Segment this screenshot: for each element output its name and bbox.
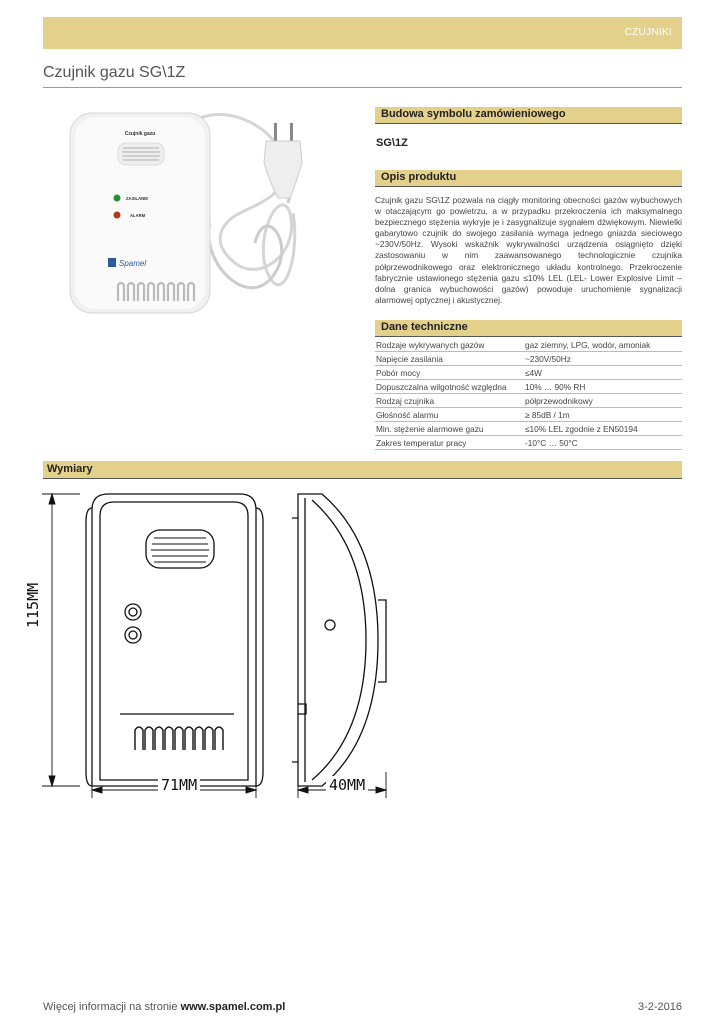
spec-label: Napięcie zasilania: [375, 352, 524, 366]
table-row: [375, 394, 682, 408]
table-row: [375, 366, 682, 380]
depth-label: 40MM: [326, 776, 368, 794]
brand-logo-mark: [108, 258, 116, 267]
spec-value: gaz ziemny, LPG, wodór, amoniak: [524, 338, 682, 352]
alarm-led: [114, 212, 121, 219]
footer-text: Więcej informacji na stronie: [43, 1001, 181, 1013]
description-heading: Opis produktu: [381, 171, 457, 183]
table-row: [375, 352, 682, 366]
table-row: [375, 408, 682, 422]
spec-label: Dopuszczalna wilgotność względna: [375, 380, 524, 394]
spec-value: półprzewodnikowy: [524, 394, 682, 408]
brand-logo: Spamel: [119, 259, 147, 268]
power-led: [114, 195, 121, 202]
spec-value: -10°C … 50°C: [524, 436, 682, 450]
table-row: [375, 422, 682, 436]
description-heading-bar: [375, 170, 682, 187]
dimension-drawing: [30, 482, 410, 802]
spec-value: 10% … 90% RH: [524, 380, 682, 394]
description-text: [375, 195, 682, 306]
order-heading: Budowa symbolu zamówieniowego: [381, 108, 566, 120]
title-divider: [43, 87, 682, 88]
height-label: 115MM: [24, 582, 42, 628]
spec-label: Głośność alarmu: [375, 408, 524, 422]
spec-value: ~230V/50Hz: [524, 352, 682, 366]
footer-note: [43, 1001, 285, 1013]
specs-heading: Dane techniczne: [381, 321, 468, 333]
footer-link[interactable]: www.spamel.com.pl: [180, 1001, 286, 1013]
table-row: [375, 436, 682, 450]
spec-label: Min. stężenie alarmowe gazu: [375, 422, 524, 436]
page-title: Czujnik gazu SG\1Z: [43, 64, 186, 81]
spec-value: ≥ 85dB / 1m: [524, 408, 682, 422]
specs-heading-bar: [375, 320, 682, 337]
description-paragraph: Czujnik gazu SG\1Z pozwala na ciągły monitoring obecności gazów wybuchowych w otaczającym go powietrzu, a w przypadku przekroczenia ich maksymalnego bezpiecznego stężenia wykryje je i zasygnalizuje sygnałem dźwiękowym. Niewielki gabarytowo czujnik do swojego zasilania wymaga jednego gniazda sieciowego ~230V/50Hz. Wysoki wskaźnik wykrywalności urządzenia osiągnięto dzięki zastosowaniu w nim zaawansowanego technologicznie czujnika półprzewodnikowego oraz elektronicznego układu kontrolnego. Przekroczenie fabrycznie ustawionego stężenia gazu ≤10% LEL (LEL- Lower Explosive Limit – dolna granica wybuchowości gazów) powoduje uruchomienie sygnalizacji alarmowej optycznej i akustycznej.: [375, 195, 682, 305]
spec-label: Pobór mocy: [375, 366, 524, 380]
category-label: CZUJNIKI: [624, 27, 672, 38]
dimensions-heading: Wymiary: [47, 463, 93, 475]
footer-date: 3-2-2016: [637, 1001, 682, 1013]
specs-table: [375, 338, 682, 450]
order-code: SG\1Z: [376, 137, 408, 149]
table-row: [375, 380, 682, 394]
product-photo: [60, 103, 360, 343]
led-power-label: ZASILANIE: [126, 196, 149, 201]
spec-label: Rodzaje wykrywanych gazów: [375, 338, 524, 352]
dimensions-heading-bar: [43, 461, 682, 479]
order-heading-bar: [375, 107, 682, 124]
spec-value: ≤4W: [524, 366, 682, 380]
spec-value: ≤10% LEL zgodnie z EN50194: [524, 422, 682, 436]
led-alarm-label: ALARM: [130, 213, 146, 218]
spec-label: Rodzaj czujnika: [375, 394, 524, 408]
spec-label: Zakres temperatur pracy: [375, 436, 524, 450]
table-row: [375, 338, 682, 352]
category-bar: [43, 17, 682, 49]
width-label: 71MM: [158, 776, 200, 794]
device-label: Czujnik gazu: [124, 131, 156, 137]
